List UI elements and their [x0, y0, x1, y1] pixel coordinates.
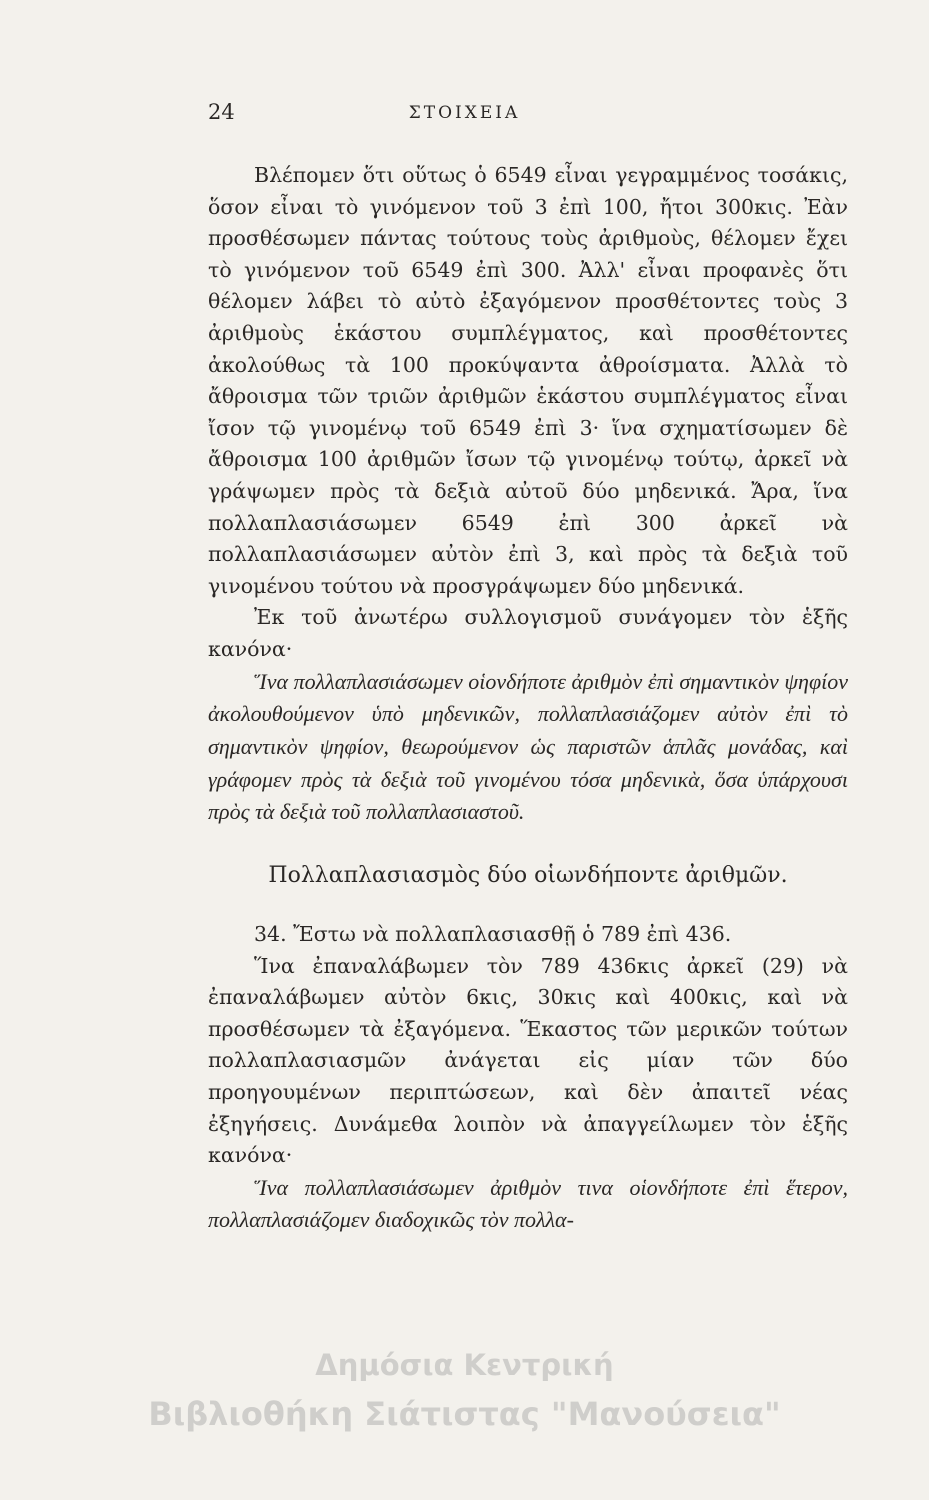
running-head: ΣΤΟΙΧΕΙΑ	[408, 103, 521, 123]
page-number: 24	[208, 100, 235, 124]
paragraph-1: Βλέπομεν ὅτι οὕτως ὁ 6549 εἶναι γεγραμμένος τοσάκις, ὅσον εἶναι τὸ γινόμενον τοῦ 3 ἐπὶ 100, ἤτοι 300κις. Ἐὰν προσθέσωμεν πάντας τούτους τοὺς ἀριθμοὺς, θέλομεν ἔχει τὸ γινόμενον τοῦ 6549 ἐπὶ 300. Ἀλλ' εἶναι προφανὲς ὅτι θέλομεν λάβει τὸ αὐτὸ ἐξαγόμενον προσθέτοντες τοὺς 3 ἀριθμοὺς ἑκάστου συμπλέγματος, καὶ προσθέτοντες ἀκολούθως τὰ 100 προκύψαντα ἀθροίσματα. Ἀλλὰ τὸ ἄθροισμα τῶν τριῶν ἀριθμῶν ἑκάστου συμπλέγματος εἶναι ἴσον τῷ γινομένῳ τοῦ 6549 ἐπὶ 3· ἵνα σχηματίσωμεν δὲ ἄθροισμα 100 ἀριθμῶν ἴσων τῷ γινομένῳ τούτῳ, ἀρκεῖ νὰ γράψωμεν πρὸς τὰ δεξιὰ αὐτοῦ δύο μηδενικά. Ἄρα, ἵνα πολλαπλασιάσωμεν 6549 ἐπὶ 300 ἀρκεῖ νὰ πολλαπλασιάσωμεν αὐτὸν ἐπὶ 3, καὶ πρὸς τὰ δεξιὰ τοῦ γινομένου τούτου νὰ προσγράψωμεν δύο μηδενικά.	[208, 163, 848, 598]
section-title: Πολλαπλασιασμὸς δύο οἱωνδήποντε ἀριθμῶν.	[268, 863, 788, 889]
body-text	[208, 160, 848, 1237]
library-watermark-line-1: Δημόσια Κεντρική	[315, 1348, 614, 1382]
paragraph-2: Ἐκ τοῦ ἀνωτέρω συλλογισμοῦ συνάγομεν τὸν ἑξῆς κανόνα·	[208, 605, 848, 661]
rule-statement-1: Ἵνα πολλαπλασιάσωμεν οἱονδήποτε ἀριθμὸν ἐπὶ σημαντικὸν ψηφίον ἀκολουθούμενον ὑπὸ μηδενικῶν, πολλαπλασιάζομεν αὐτὸν ἐπὶ τὸ σημαντικὸν ψηφίον, θεωρούμενον ὡς παριστῶν ἁπλᾶς μονάδας, καὶ γράφομεν πρὸς τὰ δεξιὰ τοῦ γινομένου τόσα μηδενικὰ, ὅσα ὑπάρχουσι πρὸς τὰ δεξιὰ τοῦ πολλαπλασιαστοῦ.	[208, 668, 848, 825]
library-watermark-line-2: Βιβλιοθήκη Σιάτιστας "Μανούσεια"	[148, 1395, 781, 1433]
paragraph-3: 34. Ἔστω νὰ πολλαπλασιασθῇ ὁ 789 ἐπὶ 436.	[254, 922, 732, 947]
paragraph-4: Ἵνα ἐπαναλάβωμεν τὸν 789 436κις ἀρκεῖ (29) νὰ ἐπαναλάβωμεν αὐτὸν 6κις, 30κις καὶ 400κις, καὶ νὰ προσθέσωμεν τὰ ἐξαγόμενα. Ἕκαστος τῶν μερικῶν τούτων πολλαπλασιασμῶν ἀνάγεται εἰς μίαν τῶν δύο προηγουμένων περιπτώσεων, καὶ δὲν ἀπαιτεῖ νέας ἐξηγήσεις. Δυνάμεθα λοιπὸν νὰ ἀπαγγείλωμεν τὸν ἑξῆς κανόνα·	[208, 953, 848, 1168]
page-header	[208, 100, 721, 130]
rule-statement-2: Ἵνα πολλαπλασιάσωμεν ἀριθμὸν τινα οἱονδήποτε ἐπὶ ἕτερον, πολλαπλασιάζομεν διαδοχικῶς τὸν πολλα-	[208, 1174, 848, 1233]
